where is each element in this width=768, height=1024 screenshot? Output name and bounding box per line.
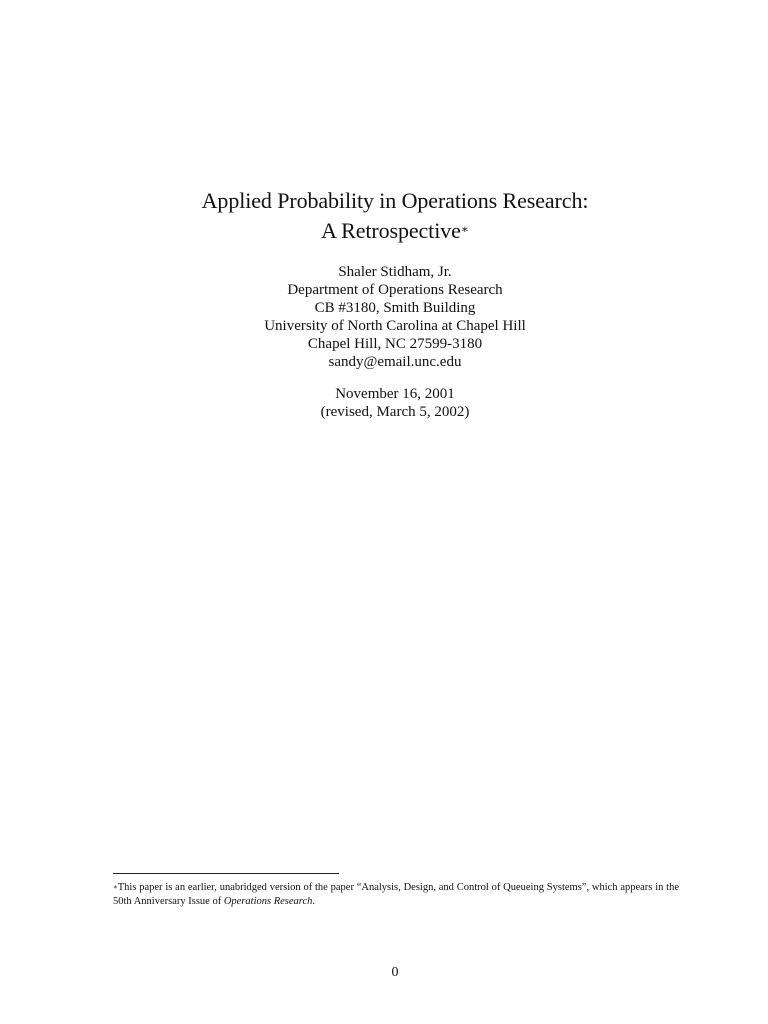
footnote-text-end: .: [312, 896, 316, 907]
author-university: University of North Carolina at Chapel Hill: [264, 318, 526, 334]
author-address: CB #3180, Smith Building: [314, 300, 476, 316]
title-line-2: [0, 216, 768, 246]
paper-title: [0, 186, 768, 246]
footnote: [113, 881, 679, 909]
paper-date: November 16, 2001: [335, 386, 455, 402]
footnote-mark: ∗: [113, 883, 118, 891]
title-line-1: Applied Probability in Operations Research:: [201, 188, 589, 213]
page-number: 0: [391, 965, 399, 980]
author-city: Chapel Hill, NC 27599-3180: [307, 336, 483, 352]
author-info: [0, 263, 768, 371]
author-name: Shaler Stidham, Jr.: [338, 264, 452, 280]
paper-revised-date: (revised, March 5, 2002): [320, 404, 470, 420]
date-info: [0, 385, 768, 421]
title-footnote-mark: ∗: [460, 222, 469, 236]
footnote-journal: Operations Research: [223, 896, 313, 907]
footnote-text: This paper is an earlier, unabridged version of the paper “Analysis, Design, and Control of Queueing Systems”, which appears in the 50th Anniversary Issue of: [113, 882, 679, 907]
title-line-2-text: A Retrospective: [321, 218, 461, 243]
author-department: Department of Operations Research: [287, 282, 503, 298]
footnote-rule: [113, 873, 339, 874]
author-email: sandy@email.unc.edu: [328, 354, 462, 370]
